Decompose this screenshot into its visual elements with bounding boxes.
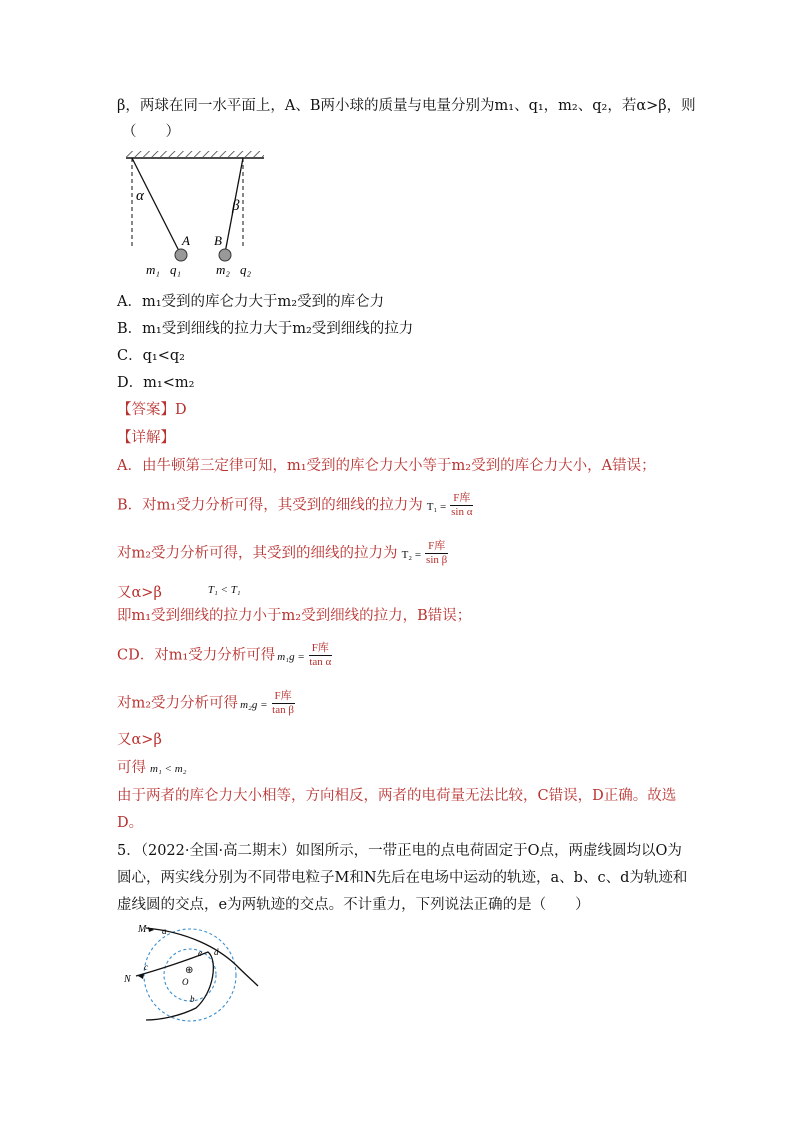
- m1-label: m₁: [146, 262, 160, 277]
- fraction-denominator: sin β: [426, 554, 448, 566]
- fraction-numerator: F库: [309, 642, 332, 656]
- ball-a: [175, 249, 187, 261]
- q4-explain-cd3: 又α>β: [117, 732, 162, 748]
- q4-conclusion-1: 由于两者的库仑力大小相等，方向相反，两者的电荷量无法比较，C错误，D正确。故选: [117, 788, 677, 804]
- q5-line2: 圆心，两实线分别为不同带电粒子M和N先后在电场中运动的轨迹，a、b、c、d为轨迹和: [117, 870, 688, 886]
- label-m: M: [138, 924, 147, 935]
- arrow-m: [148, 927, 154, 932]
- fraction-denominator: tan β: [272, 704, 294, 716]
- q4-explain-b3-text: 又α>β: [117, 585, 162, 601]
- ball-b: [219, 249, 231, 261]
- q4-explain-b1-lhs: T₁ =: [426, 500, 447, 513]
- fraction-denominator: tan α: [309, 656, 332, 668]
- fraction-numerator: F库: [450, 492, 473, 506]
- q4-explain-b2-text: 对m₂受力分析可得，其受到的细线的拉力为: [117, 545, 398, 562]
- q4-conclusion-2: D。: [117, 815, 144, 831]
- q4-explain-b1-text: B．对m₁受力分析可得，其受到的细线的拉力为: [117, 497, 423, 514]
- q4-explain-cd2-text: 对m₂受力分析可得: [117, 695, 239, 712]
- q4-option-c: C．q₁<q₂: [117, 348, 185, 364]
- q4-option-d: D．m₁<m₂: [117, 375, 195, 391]
- q4-detail-title: 【详解】: [117, 430, 175, 446]
- q4-explain-cd4-text: 可得: [117, 760, 146, 776]
- q5-line1: 5．（2022·全国·高二期末）如图所示，一带正电的点电荷固定于O点，两虚线圆均以O为: [117, 843, 682, 859]
- angle-beta-label: β: [232, 198, 240, 214]
- q4-pendulum-figure: [118, 148, 278, 283]
- q4-stem-line2: （ ）: [122, 124, 180, 140]
- q4-explain-b3: [117, 580, 241, 603]
- q4-explain-b4: 即m₁受到细线的拉力小于m₂受到细线的拉力，B错误；: [117, 608, 472, 624]
- q4-explain-cd4: [117, 758, 186, 779]
- q4-explain-cd2-lhs: m₂g =: [240, 698, 268, 711]
- ball-b-label: B: [214, 233, 222, 248]
- q4-explain-b3-formula: T₁ < T₁: [207, 584, 241, 596]
- angle-alpha-label: α: [136, 188, 144, 204]
- q4-explain-b1: [117, 492, 473, 519]
- q4-explain-cd1: [117, 642, 332, 669]
- q4-explain-b2-fraction: [425, 540, 448, 567]
- label-n: N: [124, 974, 131, 985]
- label-b: b: [190, 994, 195, 1004]
- q4-explain-a: A．由牛顿第三定律可知，m₁受到的库仑力大小等于m₂受到的库仑力大小，A错误；: [117, 458, 656, 474]
- q4-explain-cd4-formula: m₁ < m₂: [150, 763, 187, 775]
- q4-explain-b1-fraction: [450, 492, 473, 519]
- q2-label: q₂: [240, 262, 252, 277]
- q4-explain-b2: [117, 540, 448, 567]
- q4-explain-cd2-fraction: [272, 690, 295, 717]
- q4-explain-b2-lhs: T₂ =: [401, 548, 422, 561]
- q1-label: q₁: [170, 262, 182, 277]
- fraction-numerator: F库: [425, 540, 448, 554]
- q4-stem-line1: β，两球在同一水平面上，A、B两小球的质量与电量分别为m₁、q₁，m₂、q₂，若α>β，则: [117, 98, 696, 114]
- label-d: d: [214, 947, 219, 957]
- fraction-numerator: F库: [272, 690, 295, 704]
- q4-explain-cd1-fraction: [309, 642, 332, 669]
- q4-explain-cd1-lhs: m₁g =: [277, 650, 305, 663]
- label-c: c: [144, 962, 148, 972]
- q5-field-figure: [118, 920, 268, 1025]
- q4-explain-cd2: [117, 690, 295, 717]
- q4-option-b: B．m₁受到细线的拉力大于m₂受到细线的拉力: [117, 321, 414, 337]
- q4-option-a: A．m₁受到的库仑力大于m₂受到的库仑力: [117, 294, 385, 310]
- ball-a-label: A: [182, 233, 190, 248]
- q5-line3: 虚线圆的交点，e为两轨迹的交点。不计重力，下列说法正确的是（ ）: [117, 897, 590, 913]
- ceiling-hatch: [126, 151, 264, 157]
- label-a: a: [162, 926, 167, 936]
- string-a: [132, 158, 180, 253]
- q4-answer: 【答案】D: [117, 402, 187, 418]
- fraction-denominator: sin α: [451, 506, 473, 518]
- m2-label: m₂: [216, 262, 230, 277]
- trajectory-m: [146, 928, 258, 986]
- label-e: e: [198, 948, 202, 958]
- label-o: O: [182, 977, 189, 987]
- positive-charge-icon: ⊕: [185, 965, 194, 976]
- q4-explain-cd1-text: CD．对m₁受力分析可得: [117, 647, 276, 664]
